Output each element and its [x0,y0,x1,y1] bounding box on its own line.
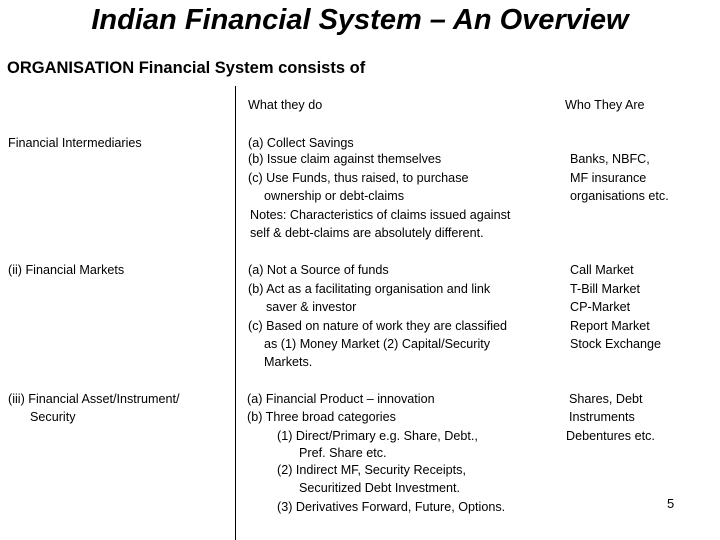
column-divider [235,86,236,540]
row-examples-line: Stock Exchange [570,337,662,351]
row-examples-line: Instruments [569,410,635,424]
row-label: Financial Intermediaries [8,136,142,150]
row-description-line: Markets. [264,355,313,369]
row-description-line: (2) Indirect MF, Security Receipts, [277,463,466,477]
row-examples-line: Banks, NBFC, [570,152,650,166]
row-description-line: (a) Financial Product – innovation [247,392,435,406]
row-examples-line: Call Market [570,263,634,277]
row-description-line: (c) Use Funds, thus raised, to purchase [248,171,469,185]
row-examples-line: CP-Market [570,300,631,314]
row-examples-line: T-Bill Market [570,282,640,296]
row-description-line: ownership or debt-claims [264,189,404,203]
row-description-line: (a) Collect Savings [248,136,354,150]
row-label: (iii) Financial Asset/Instrument/ [8,392,180,406]
row-description-line: as (1) Money Market (2) Capital/Security [264,337,491,351]
row-description-line: Pref. Share etc. [299,446,387,460]
column-header-what-they-do: What they do [248,98,323,112]
slide-title: Indian Financial System – An Overview [91,4,629,36]
row-description-line: Notes: Characteristics of claims issued against [250,208,511,222]
row-description-line: (a) Not a Source of funds [248,263,389,277]
row-label-continued: Security [30,410,76,424]
row-examples-line: MF insurance [570,171,647,185]
row-examples-line: Shares, Debt [569,392,643,406]
row-examples-line: organisations etc. [570,189,669,203]
row-description-line: saver & investor [266,300,357,314]
row-description-line: Securitized Debt Investment. [299,481,460,495]
row-description-line: (c) Based on nature of work they are classified [248,319,507,333]
row-examples-line: Debentures etc. [566,429,655,443]
row-description-line: (b) Issue claim against themselves [248,152,442,166]
row-examples-line: Report Market [570,319,650,333]
row-description-line: (3) Derivatives Forward, Future, Options. [277,500,506,514]
row-label: (ii) Financial Markets [8,263,125,277]
column-header-who-they-are: Who They Are [565,98,645,112]
row-description-line: (b) Three broad categories [247,410,396,424]
slide-subtitle: ORGANISATION Financial System consists of [7,59,366,77]
row-description-line: (1) Direct/Primary e.g. Share, Debt., [277,429,478,443]
page-number: 5 [667,496,675,511]
row-description-line: (b) Act as a facilitating organisation and link [248,282,491,296]
row-description-line: self & debt-claims are absolutely different. [250,226,484,240]
